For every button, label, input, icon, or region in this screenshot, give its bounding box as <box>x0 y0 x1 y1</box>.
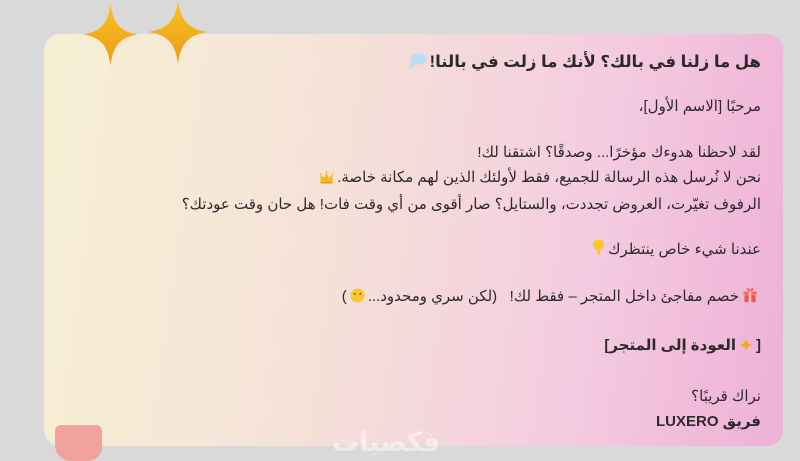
email-offer-text: خصم مفاجئ داخل المتجر – فقط لك! (لكن سري ومحدود... <box>367 288 739 305</box>
sparkle-decor-icon <box>148 0 208 69</box>
cta-open-bracket: [ <box>756 337 761 354</box>
sparkle-icon <box>739 335 753 360</box>
email-closing: نراك قريبًا؟ <box>691 388 761 405</box>
paragraph-line-2-text: نحن لا نُرسل هذه الرسالة للجميع، فقط لأولئك الذين لهم مكانة خاصة. <box>337 169 761 186</box>
crown-icon <box>319 167 334 192</box>
corner-accent-shape <box>55 425 102 461</box>
paragraph-line-3: الرفوف تغيّرت، العروض تجددت، والستايل؟ صار أقوى من أي وقت فات! هل حان وقت عودتك؟ <box>181 196 761 213</box>
email-greeting: مرحبًا [الاسم الأول]، <box>638 98 761 115</box>
email-heading-text: هل ما زلنا في بالك؟ لأنك ما زلت في بالنا! <box>429 53 761 71</box>
email-body <box>44 34 783 446</box>
paragraph-line-2 <box>64 165 761 192</box>
cta-label: العودة إلى المتجر] <box>604 337 736 354</box>
email-teaser <box>64 237 761 264</box>
sparkle-decor-icon <box>83 3 138 71</box>
email-offer <box>64 284 761 311</box>
email-card <box>44 34 783 446</box>
point-down-icon <box>592 239 605 264</box>
return-to-store-link[interactable] <box>64 333 761 360</box>
paragraph-line-1: لقد لاحظنا هدوءك مؤخرًا... وصدقًا؟ اشتقنا لك! <box>477 144 761 161</box>
thought-balloon-icon <box>408 52 427 76</box>
email-teaser-text: عندنا شيء خاص ينتظرك <box>608 241 761 258</box>
email-signature: فريق LUXERO <box>656 413 761 430</box>
shushing-face-icon <box>350 286 365 311</box>
watermark-text: فكصبات <box>332 427 441 457</box>
email-offer-close: ) <box>341 288 347 305</box>
gift-icon <box>742 286 758 311</box>
email-paragraph <box>64 140 761 217</box>
